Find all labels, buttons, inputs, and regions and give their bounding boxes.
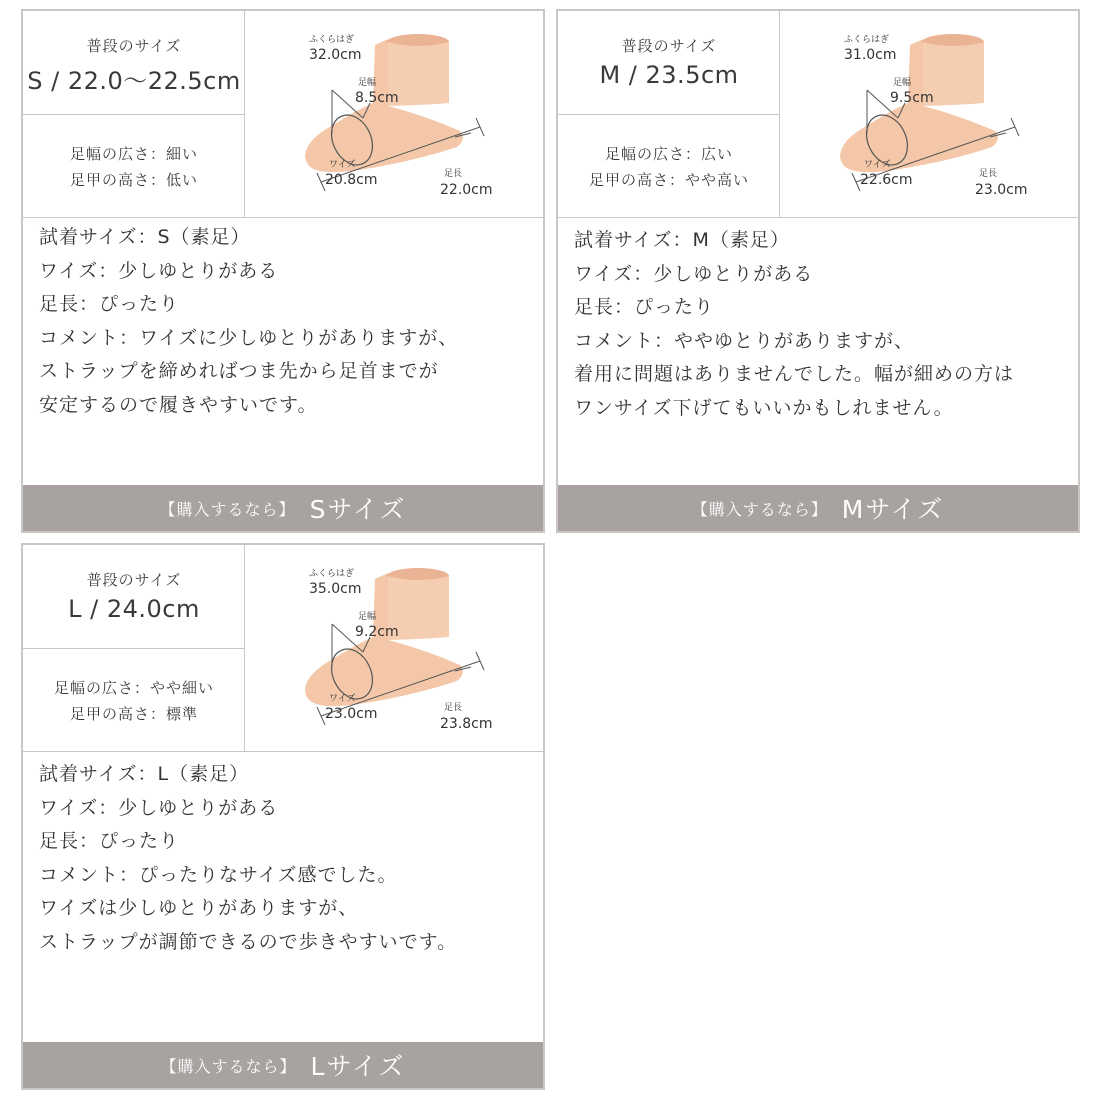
comment-line: 着用に問題はありませんでした。幅が細めの方は — [574, 363, 1015, 385]
review-comment — [574, 224, 1068, 425]
calf-value: 35.0cm — [309, 581, 362, 597]
calf-label: ふくらはぎ — [309, 35, 355, 45]
comment-line: 安定するので履きやすいです。 — [39, 393, 318, 416]
comment-line: 試着サイズ：S（素足） — [39, 226, 251, 248]
wise-label: ワイズ — [864, 160, 891, 170]
foot-diagram — [245, 545, 543, 752]
width-label: 足幅 — [358, 78, 377, 88]
review-comment — [39, 221, 533, 422]
foot-diagram — [780, 11, 1078, 218]
comment-line: ワイズは少しゆとりがありますが、 — [39, 897, 359, 919]
buy-prefix: 【購入するなら】 — [691, 499, 828, 519]
comment-line: 足長：ぴったり — [39, 293, 180, 315]
comment-line: 試着サイズ：L（素足） — [39, 763, 250, 785]
length-value: 22.0cm — [440, 182, 493, 198]
wise-label: ワイズ — [329, 160, 356, 170]
wise-label: ワイズ — [329, 694, 356, 704]
comment-line: ワイズ：少しゆとりがある — [39, 259, 279, 282]
usual-size-box — [558, 11, 780, 115]
usual-size-value: M / 23.5cm — [599, 61, 739, 89]
foot-fit-box — [23, 649, 245, 752]
usual-size-label: 普段のサイズ — [86, 571, 182, 589]
width-value: 9.5cm — [890, 90, 934, 106]
foot-width-text: 足幅の広さ：広い — [604, 144, 733, 163]
calf-label: ふくらはぎ — [309, 569, 355, 579]
comment-line: ワンサイズ下げてもいいかもしれません。 — [574, 396, 954, 419]
calf-value: 32.0cm — [309, 47, 362, 63]
length-label: 足長 — [444, 169, 463, 179]
review-comment — [39, 758, 533, 959]
comment-line: ストラップを締めればつま先から足首までが — [39, 360, 439, 382]
card-header — [23, 545, 543, 752]
foot-width-text: 足幅の広さ：やや細い — [53, 678, 214, 697]
foot-diagram — [245, 11, 543, 218]
buy-size-label: Mサイズ — [841, 495, 945, 524]
wise-value: 22.6cm — [860, 172, 913, 188]
length-value: 23.8cm — [440, 716, 493, 732]
buy-prefix: 【購入するなら】 — [160, 1056, 297, 1076]
wise-value: 23.0cm — [325, 706, 378, 722]
usual-size-label: 普段のサイズ — [621, 37, 717, 55]
size-column — [23, 545, 245, 752]
width-label: 足幅 — [358, 612, 377, 622]
length-value: 23.0cm — [975, 182, 1028, 198]
buy-prefix: 【購入するなら】 — [159, 499, 296, 519]
size-card-s — [21, 9, 545, 533]
calf-value: 31.0cm — [844, 47, 897, 63]
length-label: 足長 — [444, 703, 463, 713]
card-header — [558, 11, 1078, 218]
buy-size-label: Sサイズ — [309, 495, 407, 524]
instep-height-text: 足甲の高さ：低い — [69, 170, 198, 189]
foot-fit-box — [558, 115, 780, 218]
calf-label: ふくらはぎ — [844, 35, 890, 45]
card-header — [23, 11, 543, 218]
width-value: 9.2cm — [355, 624, 399, 640]
usual-size-box — [23, 545, 245, 649]
size-card-m — [556, 9, 1080, 533]
size-card-l — [21, 543, 545, 1090]
usual-size-value: L / 24.0cm — [68, 595, 200, 623]
instep-height-text: 足甲の高さ：標準 — [69, 704, 198, 723]
foot-fit-box — [23, 115, 245, 218]
comment-line: 足長：ぴったり — [39, 830, 180, 852]
comment-line: コメント：ワイズに少しゆとりがありますが、 — [39, 326, 459, 349]
usual-size-value: S / 22.0〜22.5cm — [27, 67, 241, 95]
buy-size-m-button[interactable] — [558, 485, 1078, 531]
comment-line: 足長：ぴったり — [574, 296, 715, 318]
comment-line: ストラップが調節できるので歩きやすいです。 — [39, 930, 458, 953]
foot-diagram-area — [245, 11, 543, 218]
size-column — [558, 11, 780, 218]
size-column — [23, 11, 245, 218]
width-label: 足幅 — [893, 78, 912, 88]
comment-line: ワイズ：少しゆとりがある — [39, 796, 279, 819]
wise-value: 20.8cm — [325, 172, 378, 188]
buy-size-l-button[interactable] — [23, 1042, 543, 1088]
usual-size-label: 普段のサイズ — [86, 37, 182, 55]
comment-line: ワイズ：少しゆとりがある — [574, 262, 814, 285]
comment-line: コメント：ややゆとりがありますが、 — [574, 329, 915, 352]
comment-line: コメント：ぴったりなサイズ感でした。 — [39, 863, 398, 886]
foot-width-text: 足幅の広さ：細い — [69, 144, 198, 163]
length-label: 足長 — [979, 169, 998, 179]
foot-diagram-area — [780, 11, 1078, 218]
buy-size-label: Lサイズ — [310, 1052, 406, 1081]
usual-size-box — [23, 11, 245, 115]
buy-size-s-button[interactable] — [23, 485, 543, 531]
comment-line: 試着サイズ：M（素足） — [574, 229, 790, 251]
foot-diagram-area — [245, 545, 543, 752]
width-value: 8.5cm — [355, 90, 399, 106]
instep-height-text: 足甲の高さ：やや高い — [588, 170, 749, 189]
